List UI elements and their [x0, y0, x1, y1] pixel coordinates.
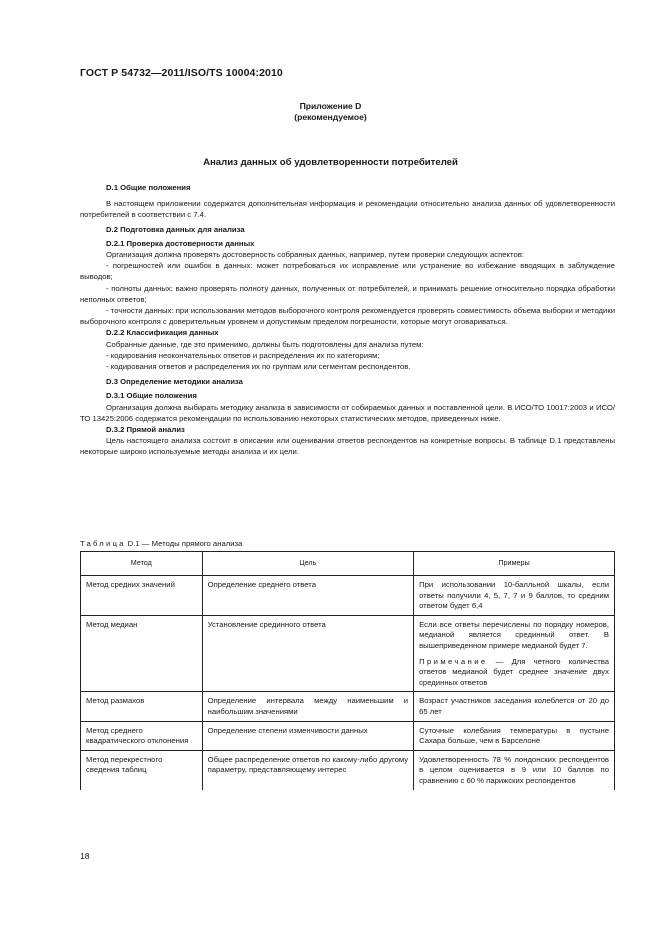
example-cell [414, 615, 615, 692]
goal-cell: Установление срединного ответа [202, 615, 413, 692]
section-d1-text: В настоящем приложении содержатся дополнительная информация и рекомендации относительно анализа данных об удовлетворенности потребителей в соответствии с 7.4. [80, 199, 615, 220]
section-d31-heading: D.3.1 Общие положения [106, 391, 197, 401]
methods-table [80, 551, 615, 790]
table-caption [80, 539, 242, 548]
goal-cell: Определение степени изменчивости данных [202, 721, 413, 750]
method-cell: Метод средних значений [81, 576, 203, 616]
method-cell: Метод среднего квадратического отклонения [81, 721, 203, 750]
section-d31-text: Организация должна выбирать методику анализа в зависимости от собираемых данных и поставленной цели. В ИСО/ТО 10017:2003 и ИСО/ТО 13425:2006 содержатся рекомендации по использованию некоторых статистических методов, приведенных ниже. [80, 402, 615, 423]
section-d21-item: - точности данных: при использовании методов выборочного контроля рекомендуется проверять совместимость объема выборки и методики выборочного контроля с доверительным уровнем и допустимым пределом погрешности, которые могут оговариваться. [80, 306, 615, 327]
table-row [81, 721, 615, 750]
annex-status: (рекомендуемое) [294, 112, 367, 122]
example-cell: Удовлетворенность 78 % лондонских респондентов в целом оценивается в 9 или 10 баллов по сравнению с 60 % парижских респондентов [414, 750, 615, 789]
table-caption-label: Таблица [80, 539, 126, 548]
table-row [81, 615, 615, 692]
method-cell: Метод медиан [81, 615, 203, 692]
section-d32-heading: D.3.2 Прямой анализ [106, 425, 185, 435]
goal-cell: Определение интервала между наименьшим и наибольшим значениями [202, 692, 413, 721]
section-d1-heading: D.1 Общие положения [106, 183, 191, 192]
document-header: ГОСТ Р 54732—2011/ISO/TS 10004:2010 [80, 67, 283, 79]
note-label: Примечание [419, 656, 488, 666]
column-header-goal: Цель [202, 552, 413, 576]
table-row [81, 750, 615, 789]
section-d21-text: Организация должна проверять достоверность собранных данных, например, путем проверки следующих аспектов: [106, 250, 524, 260]
section-d21-item: - погрешностей или ошибок в данных: может потребоваться их исправление или устранение во избежание вводящих в заблуждение выводов; [80, 261, 615, 282]
goal-cell: Общее распределение ответов по какому-либо другому параметру, представляющему интерес [202, 750, 413, 789]
method-cell: Метод размахов [81, 692, 203, 721]
method-cell: Метод перекрестного сведения таблиц [81, 750, 203, 789]
example-cell: При использовании 10-балльной шкалы, если ответы получили 4, 5, 7, 7 и 9 баллов, то средним ответом будет 6,4 [414, 576, 615, 616]
page-number: 18 [80, 851, 90, 861]
column-header-examples: Примеры [414, 552, 615, 576]
column-header-method: Метод [81, 552, 203, 576]
section-d21-item: - полноты данных: важно проверять полноту данных, полученных от потребителей, и принимать решение относительно порядка обработки неполных ответов; [80, 283, 615, 304]
section-d21-heading: D.2.1 Проверка достоверности данных [106, 238, 255, 248]
section-d2-heading: D.2 Подготовка данных для анализа [106, 224, 245, 234]
table-caption-text: D.1 — Методы прямого анализа [125, 539, 243, 548]
example-cell: Возраст участников заседания колеблется от 20 до 65 лет [414, 692, 615, 721]
section-d22-text: Собранные данные, где это применимо, должны быть подготовлены для анализа путем: [106, 339, 424, 349]
table-row [81, 692, 615, 721]
table-header-row [81, 552, 615, 576]
example-cell: Суточные колебания температуры в пустыне Сахара больше, чем в Барселоне [414, 721, 615, 750]
section-d3-heading: D.3 Определение методики анализа [106, 377, 243, 387]
section-d22-item: - кодирования неокончательных ответов и распределения их по категориям; [106, 350, 380, 360]
note-text: — Для четного количества ответов медианой будет среднее значение двух срединных ответов [419, 656, 609, 687]
table-note [419, 657, 609, 689]
section-d22-heading: D.2.2 Классификация данных [106, 328, 219, 338]
section-d22-item: - кодирования ответов и распределения их по группам или сегментам респондентов. [106, 362, 411, 372]
document-body [80, 182, 615, 458]
page-title: Анализ данных об удовлетворенности потребителей [203, 157, 458, 168]
section-d32-text: Цель настоящего анализа состоит в описании или оценивании ответов респондентов на конкретные вопросы. В таблице D.1 представлены некоторые широко используемые методы анализа и их цели. [80, 436, 615, 457]
goal-cell: Определение среднего ответа [202, 576, 413, 616]
table-row [81, 576, 615, 616]
annex-label: Приложение D [299, 101, 362, 111]
example-text: Если все ответы перечислены по порядку номеров, медианой является срединный ответ. В вышеприведенном примере медианой будет 7. [419, 619, 609, 650]
